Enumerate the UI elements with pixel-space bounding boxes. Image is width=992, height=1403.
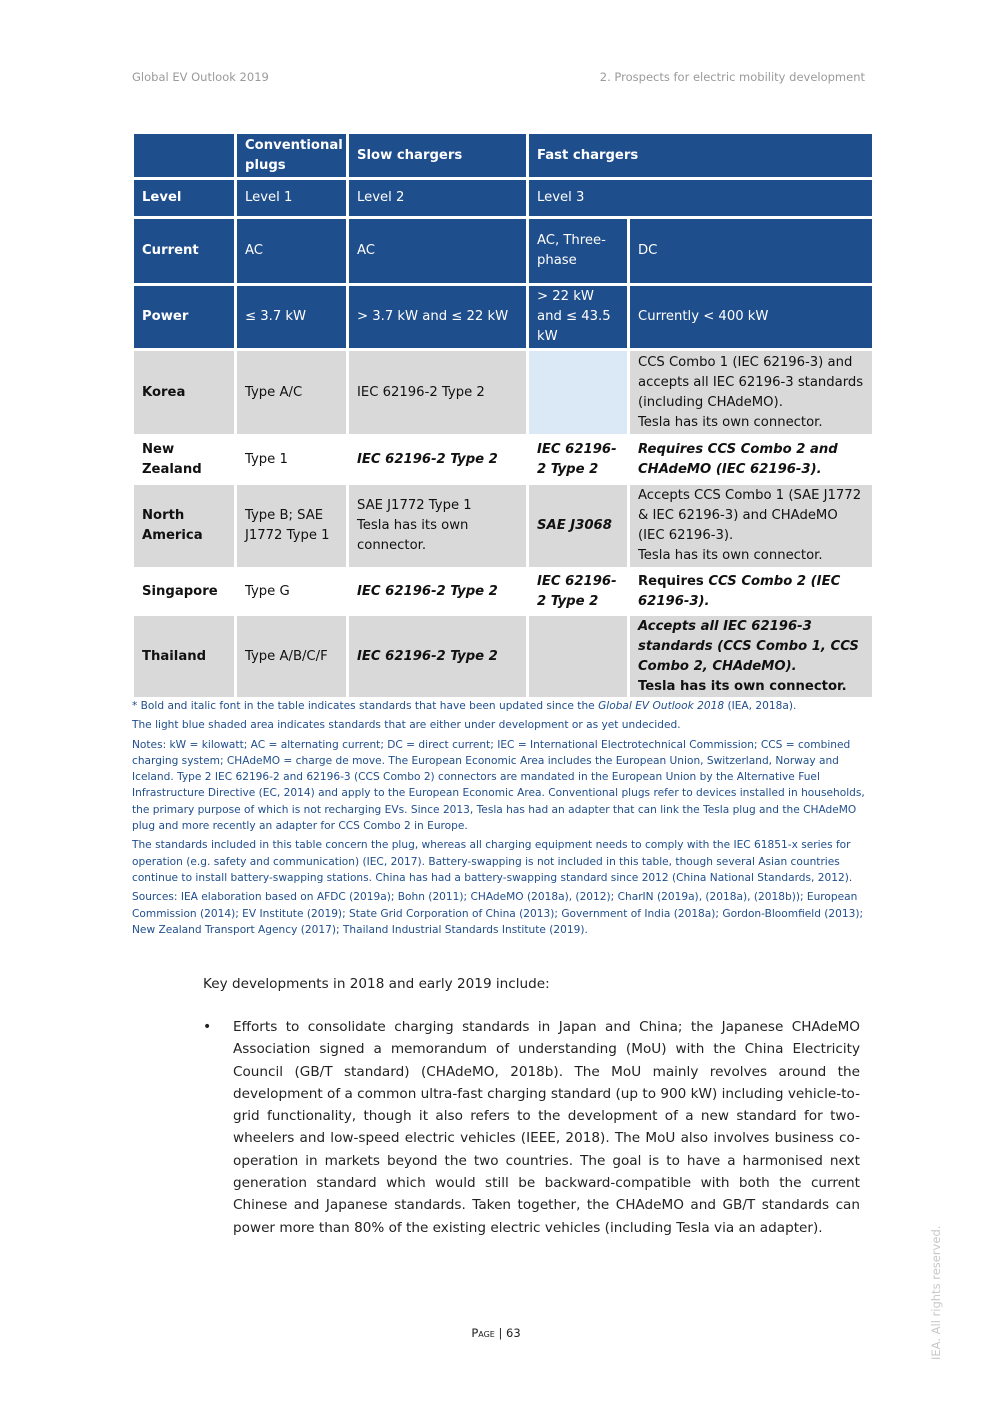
charging-standards-table: [131, 131, 875, 700]
cell: [528, 615, 629, 699]
header-fast-chargers: Fast chargers: [528, 133, 874, 179]
cell: IEC 62196-2 Type 2: [348, 569, 528, 615]
note-publication-title: Global EV Outlook 2018: [598, 700, 725, 712]
cell: SAE J3068: [528, 484, 629, 569]
cell: [629, 484, 874, 569]
cell-line: Tesla has its own connector.: [638, 678, 847, 694]
page-number-value: 63: [506, 1326, 521, 1340]
cell: AC: [236, 218, 348, 285]
table-row-new-zealand: [133, 436, 874, 484]
running-header-chapter: 2. Prospects for electric mobility development: [599, 70, 865, 84]
table-row-thailand: [133, 615, 874, 699]
table-row-north-america: [133, 484, 874, 569]
cell: Type 1: [236, 436, 348, 484]
cell: IEC 62196-2 Type 2: [348, 350, 528, 436]
note-text: (IEA, 2018a).: [724, 700, 797, 712]
table-notes: [132, 698, 870, 941]
cell-line: Accepts all IEC 62196-3 standards (CCS Combo 1, CCS Combo 2, CHAdeMO).: [638, 618, 859, 674]
cell-text-bold-italic: CCS Combo 2 (IEC 62196-3).: [638, 573, 841, 609]
table-row-current: [133, 218, 874, 285]
cell-line: CCS Combo 1 (IEC 62196-3) and accepts all IEC 62196-3 standards (including CHAdeMO).: [638, 354, 864, 410]
row-label-north-america: North America: [133, 484, 236, 569]
key-developments-intro: Key developments in 2018 and early 2019 include:: [203, 976, 550, 992]
note-legend: [132, 698, 870, 714]
table-header-row: [133, 133, 874, 179]
table-row-korea: [133, 350, 874, 436]
bullet-marker: •: [203, 1019, 212, 1035]
cell: [629, 569, 874, 615]
cell: [629, 350, 874, 436]
cell: > 22 kW and ≤ 43.5 kW: [528, 285, 629, 350]
header-conventional-plugs: Conventional plugs: [236, 133, 348, 179]
bullet-paragraph: Efforts to consolidate charging standards in Japan and China; the Japanese CHAdeMO Association signed a memorandum of understanding (MoU) with the China Electricity Council (GB/T standard) (CHAdeMO, 2018b). The MoU mainly revolves around the development of a common ultra-fast charging standard (up to 900 kW) including vehicle-to-grid functionality, though it also refers to the development of a new standard for two-wheelers and low-speed electric vehicles (IEEE, 2018). The MoU also involves business co-operation in markets beyond the two countries. The goal is to have a harmonised next generation standard which would still be backward-compatible with both the current Chinese and Japanese standards. Taken together, the CHAdeMO and GB/T standards can power more than 80% of the existing electric vehicles (including Tesla via an adapter).: [233, 1019, 860, 1236]
cell: [348, 484, 528, 569]
running-header-title: Global EV Outlook 2019: [132, 70, 269, 84]
cell: Currently < 400 kW: [629, 285, 874, 350]
row-label-singapore: Singapore: [133, 569, 236, 615]
header-slow-chargers: Slow chargers: [348, 133, 528, 179]
cell: Type A/C: [236, 350, 348, 436]
cell: Type B; SAE J1772 Type 1: [236, 484, 348, 569]
cell: Level 2: [348, 179, 528, 218]
cell: IEC 62196-2 Type 2: [528, 569, 629, 615]
cell: Type G: [236, 569, 348, 615]
cell: Level 3: [528, 179, 874, 218]
note-sources: Sources: IEA elaboration based on AFDC (2019a); Bohn (2011); CHAdeMO (2018a), (2012); CharIN (2019a), (2018a), (2018b)); European Commission (2014); EV Institute (2019); State Grid Corporation of China (2013); Government of India (2018a); Gordon-Bloomfield (2013); New Zealand Transport Agency (2017); Thailand Industrial Standards Institute (2019).: [132, 891, 864, 936]
table-row-level: [133, 179, 874, 218]
header-empty-cell: [133, 133, 236, 179]
row-label-thailand: Thailand: [133, 615, 236, 699]
note-abbreviations: Notes: kW = kilowatt; AC = alternating current; DC = direct current; IEC = International Electrotechnical Commission; CCS = combined charging system; CHAdeMO = charge de move. The European Economic Area includes the European Union, Switzerland, Norway and Iceland. Type 2 IEC 62196-2 and 62196-3 (CCS Combo 2) connectors are mandated in the European Union by the Alternative Fuel Infrastructure Directive (EC, 2014) and apply to the European Economic Area. Conventional plugs refer to devices installed in households, the primary purpose of which is not recharging EVs. Since 2013, Tesla has had an adapter that can link the Tesla plug and the CHAdeMO plug and more recently an adapter for CCS Combo 2 in Europe.: [132, 738, 865, 833]
cell: Requires CCS Combo 2 and CHAdeMO (IEC 62196-3).: [629, 436, 874, 484]
cell: Type A/B/C/F: [236, 615, 348, 699]
rights-notice: IEA. All rights reserved.: [929, 1225, 943, 1360]
cell: IEC 62196-2 Type 2: [348, 436, 528, 484]
table-row-singapore: [133, 569, 874, 615]
note-text: * Bold and italic font in the table indicates standards that have been updated since the: [132, 700, 599, 712]
cell: ≤ 3.7 kW: [236, 285, 348, 350]
row-label-power: Power: [133, 285, 236, 350]
table-row-power: [133, 285, 874, 350]
undecided-cell: [528, 350, 629, 436]
cell: AC: [348, 218, 528, 285]
row-label-level: Level: [133, 179, 236, 218]
note-scope: The standards included in this table concern the plug, whereas all charging equipment needs to comply with the IEC 61851-x series for operation (e.g. safety and communication) (IEC, 2017). Battery-swapping is not included in this table, though several Asian countries continue to install battery-swapping stations. China has had a battery-swapping standard since 2012 (China National Standards, 2012).: [132, 839, 853, 884]
cell: > 3.7 kW and ≤ 22 kW: [348, 285, 528, 350]
note-light-blue: The light blue shaded area indicates standards that are either under development or as yet undecided.: [132, 719, 681, 732]
cell: DC: [629, 218, 874, 285]
bullet-list: [203, 1016, 860, 1239]
cell: AC, Three-phase: [528, 218, 629, 285]
cell: IEC 62196-2 Type 2: [528, 436, 629, 484]
cell: [629, 615, 874, 699]
cell: Level 1: [236, 179, 348, 218]
row-label-current: Current: [133, 218, 236, 285]
cell: IEC 62196-2 Type 2: [348, 615, 528, 699]
cell-line: Tesla has its own connector.: [357, 518, 469, 553]
cell-line: SAE J1772 Type 1: [357, 498, 472, 513]
row-label-korea: Korea: [133, 350, 236, 436]
page-label: Page: [471, 1326, 495, 1340]
row-label-new-zealand: New Zealand: [133, 436, 236, 484]
cell-line: Accepts CCS Combo 1 (SAE J1772 & IEC 62196-3) and CHAdeMO (IEC 62196-3).: [638, 488, 862, 543]
cell-text-bold: Requires: [638, 573, 709, 589]
cell-line: Tesla has its own connector.: [638, 414, 823, 430]
page-number: Page | 63: [471, 1326, 521, 1340]
cell-line: Tesla has its own connector.: [638, 548, 823, 563]
